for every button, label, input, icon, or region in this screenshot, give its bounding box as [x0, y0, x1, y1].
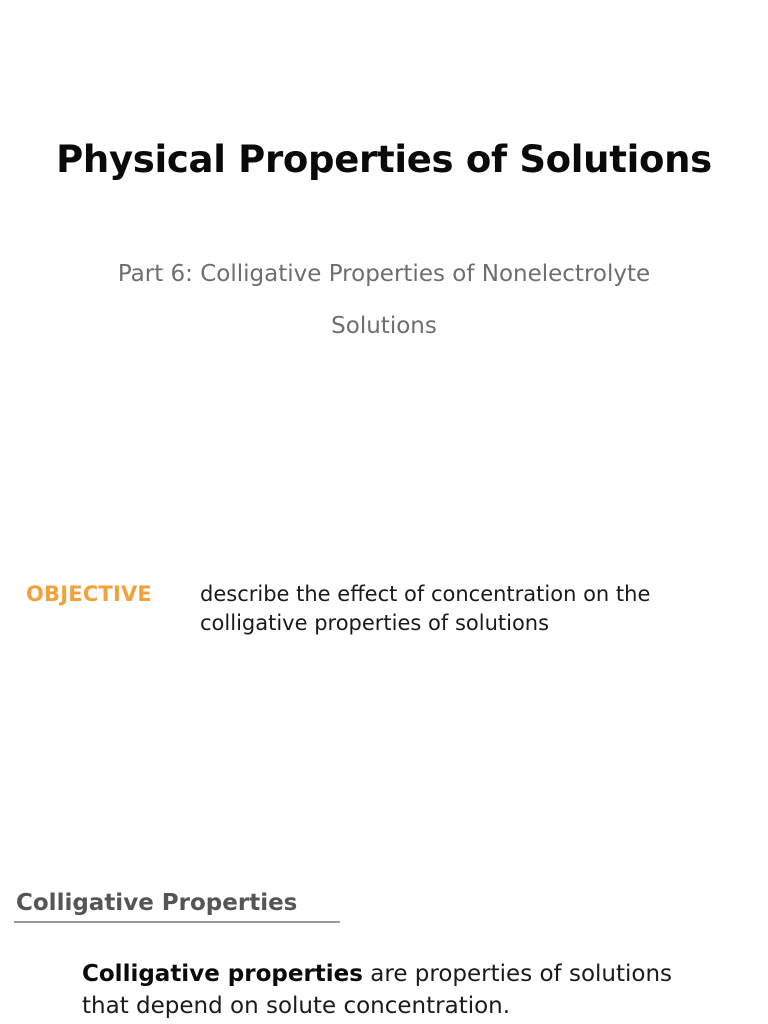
objective-text-line-1: describe the effect of concentration on the: [200, 582, 651, 606]
definition-text-line-2: that depend on solute concentration.: [82, 993, 511, 1019]
objective-text-line-2: colligative properties of solutions: [200, 611, 550, 635]
page-title: Physical Properties of Solutions: [56, 138, 712, 181]
definition-paragraph: [82, 958, 768, 1022]
page-subtitle: [30, 248, 738, 352]
section-heading: Colligative Properties: [16, 890, 298, 916]
definition-term: Colligative properties: [82, 961, 363, 987]
subtitle-line-2: Solutions: [331, 313, 437, 339]
objective-label: OBJECTIVE: [26, 582, 152, 606]
objective-text: [200, 580, 760, 638]
subtitle-line-1: Part 6: Colligative Properties of Nonelectrolyte: [117, 261, 651, 287]
definition-text-line-1: are properties of solutions: [362, 961, 673, 987]
section-heading-underline: [14, 921, 340, 923]
